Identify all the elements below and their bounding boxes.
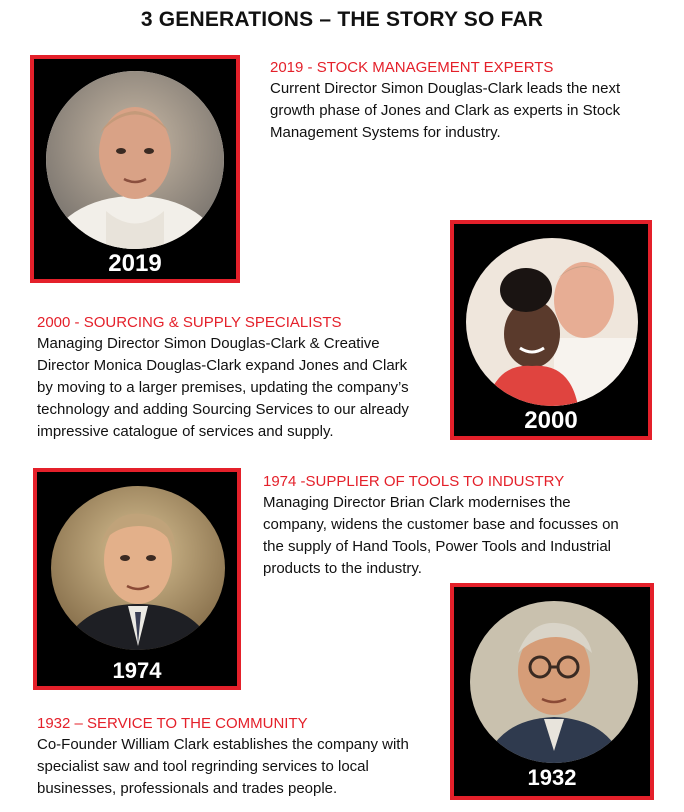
year-label-2000: 2000 [524, 407, 578, 434]
body-line: products to the industry. [263, 560, 422, 577]
body-line: growth phase of Jones and Clark as experts in Stock [270, 102, 621, 119]
page-title: 3 GENERATIONS – THE STORY SO FAR [140, 8, 544, 31]
portrait-frame-2019 [30, 55, 240, 283]
body-line: specialist saw and tool regrinding services to local [37, 758, 369, 775]
year-label-1974: 1974 [112, 658, 162, 683]
body-line: impressive catalogue of services and supply. [37, 423, 334, 440]
body-line: company, widens the customer base and focusses on [263, 516, 619, 533]
body-line: by moving to a larger premises, updating the company’s [37, 379, 409, 396]
portrait-frame-2000 [450, 220, 652, 440]
body-line: Co-Founder William Clark establishes the company with [37, 736, 409, 753]
portrait-frame-1932 [450, 583, 654, 800]
portrait-photo-1932 [470, 601, 638, 763]
portrait-photo-2019 [46, 71, 224, 249]
portrait-frame-1974 [33, 468, 241, 690]
section-body-2000 [37, 333, 409, 443]
body-line: technology and adding Sourcing Services to our already [37, 401, 409, 418]
body-line: Current Director Simon Douglas-Clark leads the next [270, 80, 621, 97]
year-label-1932: 1932 [527, 765, 577, 790]
body-line: businesses, professionals and trades people. [37, 780, 338, 797]
portrait-photo-1974 [51, 486, 225, 650]
section-heading-1974: 1974 -SUPPLIER OF TOOLS TO INDUSTRY [263, 473, 565, 490]
body-line: Management Systems for industry. [270, 124, 501, 141]
body-line: Managing Director Simon Douglas-Clark & Creative [37, 335, 380, 352]
section-body-1974 [263, 492, 619, 580]
section-heading-2000: 2000 - SOURCING & SUPPLY SPECIALISTS [37, 314, 342, 331]
body-line: Managing Director Brian Clark modernises the [263, 494, 571, 511]
section-heading-2019: 2019 - STOCK MANAGEMENT EXPERTS [270, 59, 554, 76]
year-label-2019: 2019 [108, 250, 162, 277]
portrait-photo-2000 [466, 238, 638, 406]
section-body-2019 [270, 78, 620, 144]
body-line: Director Monica Douglas-Clark expand Jones and Clark [37, 357, 408, 374]
section-body-1932 [37, 734, 409, 800]
body-line: the supply of Hand Tools, Power Tools and Industrial [263, 538, 611, 555]
section-heading-1932: 1932 – SERVICE TO THE COMMUNITY [37, 715, 308, 732]
